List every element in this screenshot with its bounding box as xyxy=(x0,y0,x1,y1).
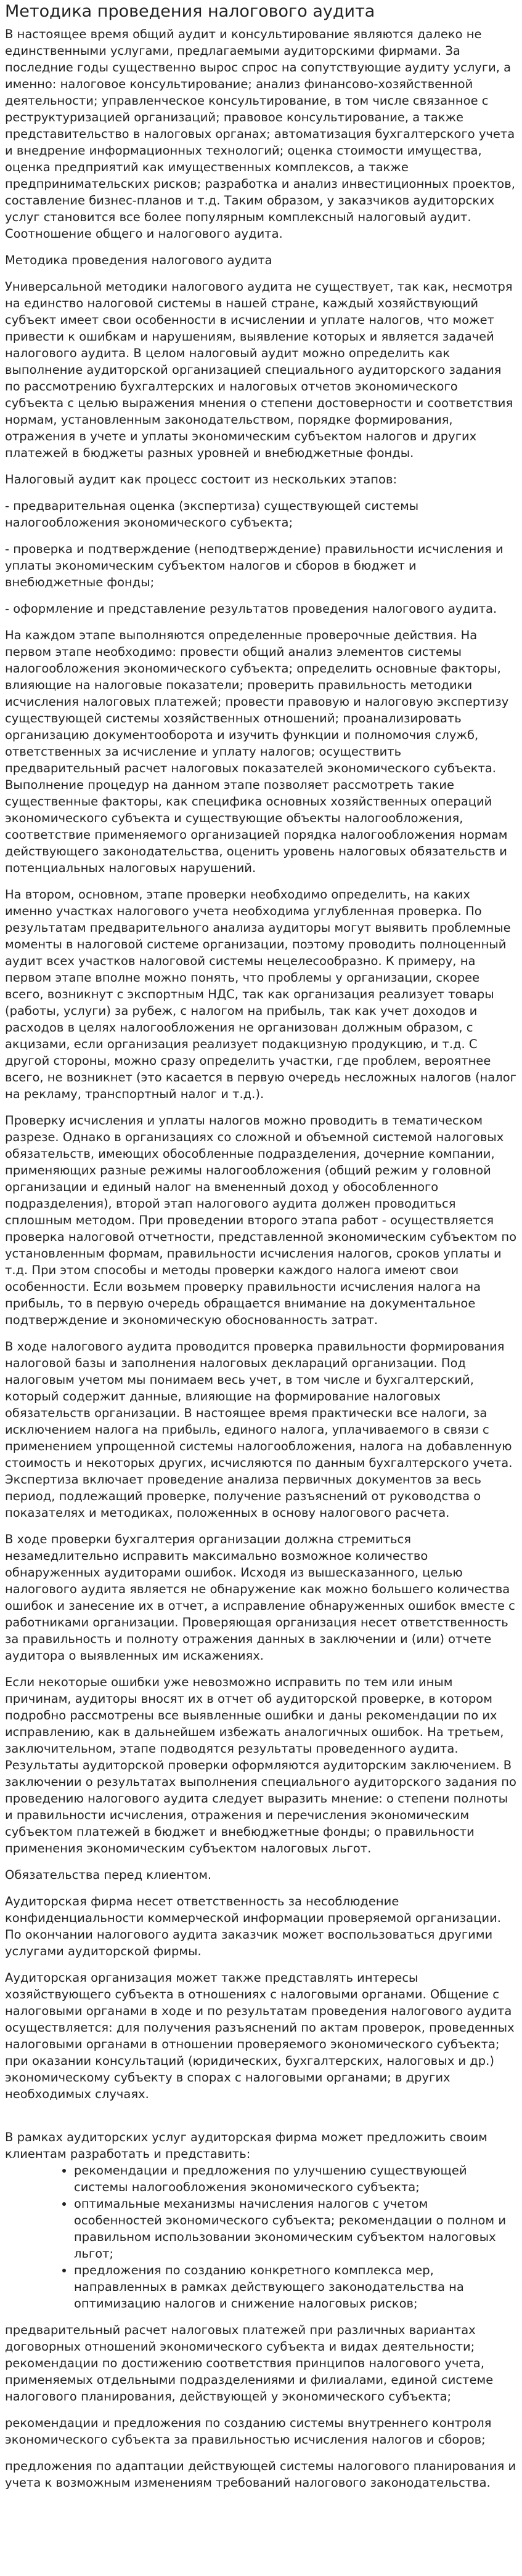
error-fixing-paragraph: В ходе проверки бухгалтерия организации должна стремиться незамедлительно исправить максимально возможное количество обнаруженных аудиторами ошибок. Исходя из вышесказанного, целью налогового аудита является не обнаружение как можно большего количества ошибок и занесение их в отчет, а исправление обнаруженных ошибок вместе с работниками организации. Проверяющая организация несет ответственность за правильность и полноту отражения данных в заключении и (или) отчете аудитора о выявленных им искажениях. xyxy=(5,1532,515,1663)
representation-paragraph: Аудиторская организация может также представлять интересы хозяйствующего субъекта в отношениях с налоговыми органами. Общение с налоговыми органами в ходе и по результатам проведения налогового аудита осуществляется: для получения разъяснений по актам проверок, проведенных налоговыми органами в отношении проверяемого экономического субъекта; при оказании консультаций (юридических, бухгалтерских, налоговых и др.) экономическому субъекту в спорах с налоговыми органами; в других необходимых случаях. xyxy=(5,1971,515,2101)
offer-list xyxy=(5,2162,517,2312)
list-item: • рекомендации и предложения по улучшению существующей системы налогообложения экономического субъекта; xyxy=(74,2162,517,2195)
tax-calculation-paragraph: предварительный расчет налоговых платежей при различных вариантах договорных отношений экономического субъекта и видах деятельности; рекомендации по достижению соответствия принципов налогового учета, применяемых отдельными подразделениями и филиалами, единой системе налогового планирования, действующей у экономического субъекта; xyxy=(5,2323,494,2404)
thematic-check-paragraph: Проверку исчисления и уплаты налогов можно проводить в тематическом разрезе. Однако в организациях со сложной и объемной системой налоговых обязательств, имеющих обособленные подразделения, дочерние компании, применяющих разные режимы налогообложения (общий режим у головной организации и единый налог на вмененный доход у обособленного подразделения), второй этап налогового аудита должен проводиться сплошным методом. При проведении второго этапа работ - осуществляется проверка налоговой отчетности, представленной экономическим субъектом по установленным формам, правильности исчисления налогов, сроков уплаты и т.д. При этом способы и методы проверки каждого налога имеют свои особенности. Если возьмем проверку правильности исчисления налога на прибыль, то в первую очередь обращается внимание на документальное подтверждение и экономическую обоснованность затрат. xyxy=(5,1113,517,1327)
second-stage-paragraph: На втором, основном, этапе проверки необходимо определить, на каких именно участках налогового учета необходима углубленная проверка. По результатам предварительного анализа аудиторы могут выявить проблемные моменты в налоговой системе организации, поэтому проводить полноценный аудит всех участков налоговой системы нецелесообразно. К примеру, на первом этапе вполне можно понять, что проблемы у организации, скорее всего, возникнут с экспортным НДС, так как организация реализует товары (работы, услуги) за рубеж, с налогом на прибыль, так как учет доходов и расходов в целях налогообложения не организован должным образом, с акцизами, если организация реализует подакцизную продукцию, и т.д. С другой стороны, можно сразу определить участки, где проблем, вероятнее всего, не возникнет (это касается в первую очередь несложных налогов (налог на рекламу, транспортный налог и т.д.). xyxy=(5,887,516,1101)
offer-intro: В рамках аудиторских услуг аудиторская фирма может предложить своим клиентам разработать и представить: xyxy=(5,2130,487,2161)
internal-control-paragraph: рекомендации и предложения по созданию системы внутреннего контроля экономического субъекта за правильностью исчисления налогов и сборов; xyxy=(5,2416,492,2447)
audit-course-paragraph: В ходе налогового аудита проводится проверка правильности формирования налоговой базы и заполнения налоговых деклараций организации. Под налоговым учетом мы понимаем весь учет, в том числе и бухгалтерский, который содержит данные, влияющие на формирование налоговых обязательств организации. В настоящее время практически все налоги, за исключением налога на прибыль, единого налога, уплачиваемого в связи с применением упрощенной системы налогообложения, налога на добавленную стоимость и некоторых других, исчисляются по данным бухгалтерского учета. Экспертиза включает проведение анализа первичных документов за весь период, подлежащий проверке, получение разъяснений от руководства о показателях и методиках, положенных в основу налогового расчета. xyxy=(5,1339,513,1520)
first-stage-paragraph: На каждом этапе выполняются определенные проверочные действия. На первом этапе необходимо: провести общий анализ элементов системы налогообложения экономического субъекта; определить основные факторы, влияющие на налоговые показатели; проверить правильность методики исчисления налоговых платежей; провести правовую и налоговую экспертизу существующей системы хозяйственных отношений; проанализировать организацию документооборота и изучить функции и полномочия служб, ответственных за исчисление и уплату налогов; осуществить предварительный расчет налоговых показателей экономического субъекта. Выполнение процедур на данном этапе позволяет рассмотреть такие существенные факторы, как специфика основных хозяйственных операций экономического субъекта и существующие объекты налогообложения, соответствие применяемого организацией порядка налогообложения нормам действующего законодательства, оценить уровень налоговых обязательств и потенциальных налоговых нарушений. xyxy=(5,628,509,875)
audit-report-paragraph: Если некоторые ошибки уже невозможно исправить по тем или иным причинам, аудиторы вносят их в отчет об аудиторской проверке, в котором подробно рассмотрены все выявленные ошибки и даны рекомендации по их исправлению, как в дальнейшем избежать аналогичных ошибок. На третьем, заключительном, этапе подводятся результаты проведенного аудита. Результаты аудиторской проверки оформляются аудиторским заключением. В заключении о результатах выполнения специального аудиторского задания по проведению налогового аудита следует выразить мнение: о степени полноты и правильности исчисления, отражения и перечисления экономическим субъектом платежей в бюджет и внебюджетные фонды; о правильности применения экономическим субъектом налоговых льгот. xyxy=(5,1675,516,1855)
section-heading: Методика проведения налогового аудита xyxy=(5,253,272,267)
intro-paragraph: В настоящее время общий аудит и консультирование являются далеко не единственными услугами, предлагаемыми аудиторскими фирмами. За последние годы существенно вырос спрос на сопутствующие аудиту услуги, а именно: налоговое консультирование; анализ финансово-хозяйственной деятельности; управленческое консультирование, в том числе связанное с реструктуризацией организаций; правовое консультирование, а также представительство в налоговых органах; автоматизация бухгалтерского учета и внедрение информационных технологий; оценка стоимости имущества, оценка предприятий как имущественных комплексов, а также предпринимательских рисков; разработка и анализ инвестиционных проектов, составление бизнес-планов и т.д. Таким образом, у заказчиков аудиторских услуг становится все более популярным комплексный налоговый аудит. Соотношение общего и налогового аудита. xyxy=(5,27,515,241)
blank-line xyxy=(5,2112,517,2129)
list-item: • предложения по созданию конкретного комплекса мер, направленных в рамках действующего законодательства на оптимизацию налогов и снижение налоговых рисков; xyxy=(74,2262,517,2312)
stage-item-3: - оформление и представление результатов проведения налогового аудита. xyxy=(5,602,497,616)
stage-item-1: - предварительная оценка (экспертиза) существующей системы налогообложения экономического субъекта; xyxy=(5,499,419,530)
page-title: Методика проведения налогового аудита xyxy=(5,2,375,21)
confidentiality-paragraph: Аудиторская фирма несет ответственность за несоблюдение конфиденциальности коммерческой информации проверяемой организации. По окончании налогового аудита заказчик может воспользоваться другими услугами аудиторской фирмы. xyxy=(5,1894,501,1958)
list-item: • оптимальные механизмы начисления налогов с учетом особенностей экономического субъекта; рекомендации о полном и правильном использовании экономическим субъектом налоговых льгот; xyxy=(74,2195,517,2262)
stages-intro: Налоговый аудит как процесс состоит из нескольких этапов: xyxy=(5,472,398,487)
universal-method-paragraph: Универсальной методики налогового аудита не существует, так как, несмотря на единство налоговой системы в нашей стране, каждый хозяйствующий субъект имеет свои особенности в исчислении и уплате налогов, что может привести к ошибкам и нарушениям, выявление которых и является задачей налогового аудита. В целом налоговый аудит можно определить как выполнение аудиторской организацией специального аудиторского задания по рассмотрению бухгалтерских и налоговых отчетов экономического субъекта с целью выражения мнения о степени достоверности и соответствия нормам, установленным законодательством, порядке формирования, отражения в учете и уплаты экономическим субъектом налогов и других платежей в бюджеты разных уровней и внебюджетные фонды. xyxy=(5,280,513,460)
stage-item-2: - проверка и подтверждение (неподтверждение) правильности исчисления и уплаты экономическим субъектом налогов и сборов в бюджет и внебюджетные фонды; xyxy=(5,542,504,589)
adaptation-paragraph: предложения по адаптации действующей системы налогового планирования и учета к возможным изменениям требований налогового законодательства. xyxy=(5,2459,516,2490)
client-obligations-heading: Обязательства перед клиентом. xyxy=(5,1868,212,1882)
